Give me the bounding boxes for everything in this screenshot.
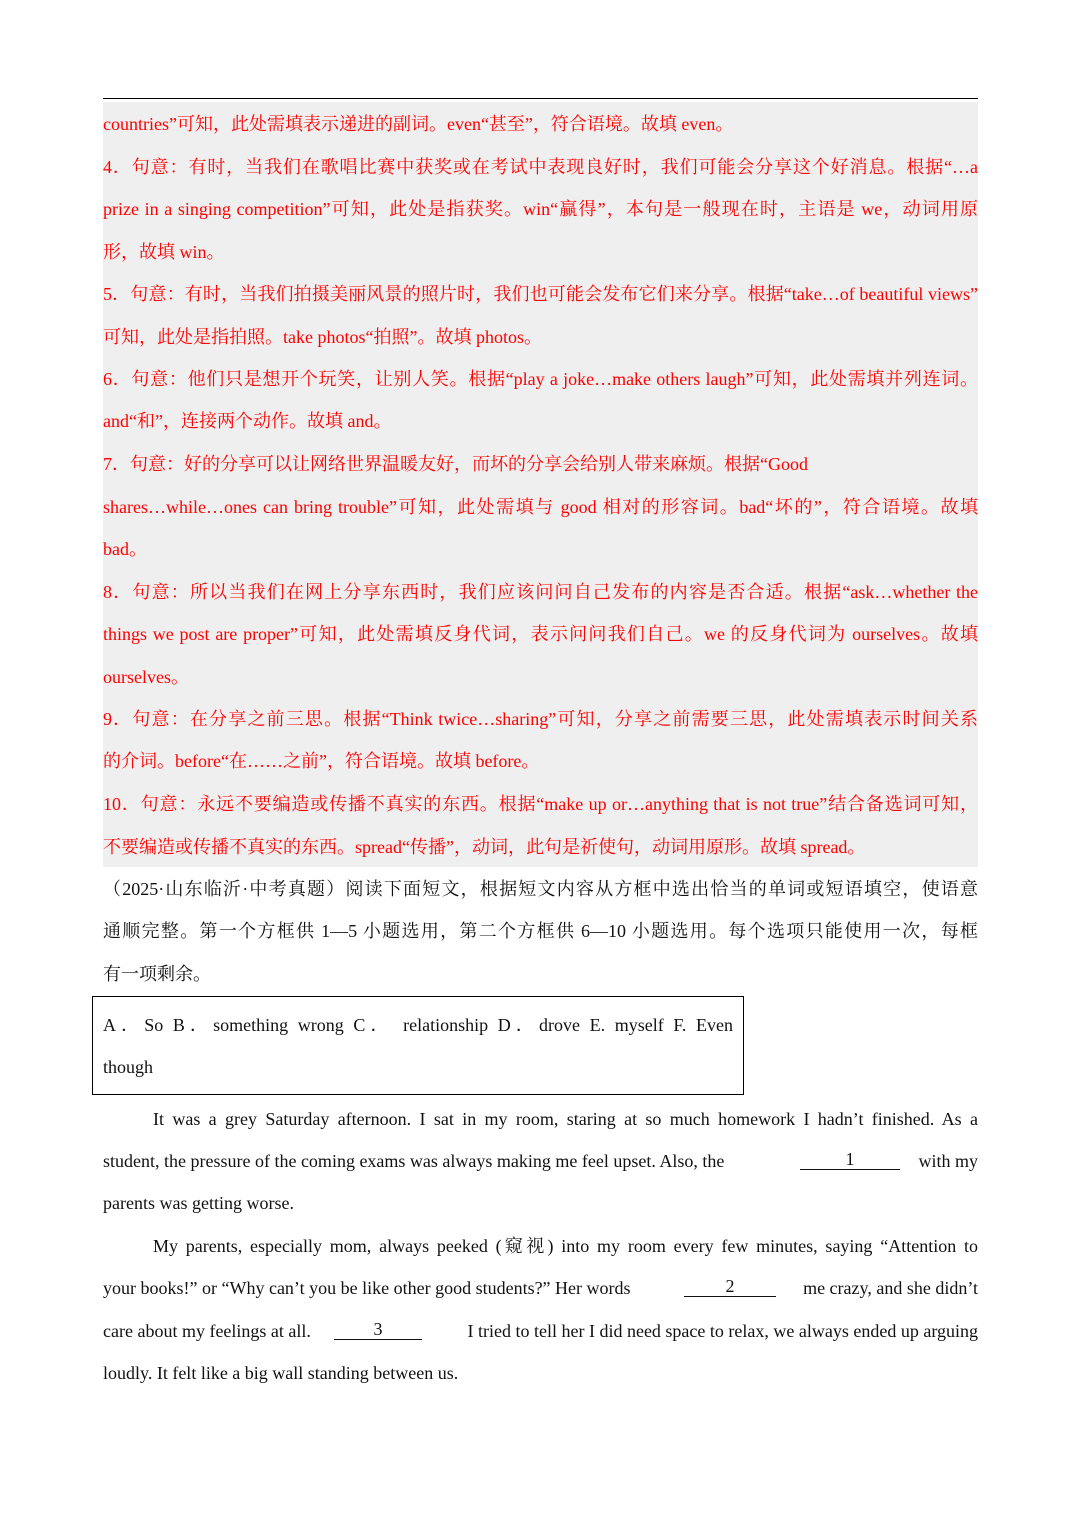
answer-line: 6．句意：他们只是想开个玩笑，让别人笑。根据“play a joke…make others laugh”可知，此处需填并列连词。 — [103, 369, 978, 389]
answer-line: 8．句意：所以当我们在网上分享东西时，我们应该问问自己发布的内容是否合适。根据“ask…whether the — [103, 582, 978, 602]
options-line: though — [103, 1057, 154, 1077]
answer-line: 5．句意：有时，当我们拍摄美丽风景的照片时，我们也可能会发布它们来分享。根据“take…of beautiful views” — [103, 284, 978, 304]
passage-text: care about my feelings at all. — [103, 1321, 311, 1341]
passage-line: It was a grey Saturday afternoon. I sat in my room, staring at so much homework I hadn’t finished. As a — [153, 1109, 978, 1129]
passage-line: My parents, especially mom, always peeked (窥视) into my room every few minutes, saying “Attention to — [153, 1236, 978, 1256]
header-rule — [103, 98, 978, 99]
answer-line: 的介词。before“在……之前”，符合语境。故填 before。 — [103, 751, 540, 771]
blank-3: 3 — [334, 1319, 422, 1340]
answer-line: 不要编造或传播不真实的东西。spread“传播”，动词，此句是祈使句，动词用原形。故填 spread。 — [103, 837, 866, 857]
blank-2: 2 — [684, 1276, 776, 1297]
answer-line: 7．句意：好的分享可以让网络世界温暖友好，而坏的分享会给别人带来麻烦。根据“Good — [103, 454, 808, 474]
answer-line: prize in a singing competition”可知，此处是指获奖。win“赢得”，本句是一般现在时，主语是 we，动词用原 — [103, 199, 978, 219]
instruction-line: （2025·山东临沂·中考真题）阅读下面短文，根据短文内容从方框中选出恰当的单词或短语填空，使语意 — [103, 879, 978, 899]
answer-line: 10．句意：永远不要编造或传播不真实的东西。根据“make up or…anything that is not true”结合备选词可知， — [103, 794, 978, 814]
blank-1: 1 — [800, 1149, 900, 1170]
answer-line: things we post are proper”可知，此处需填反身代词，表示问问我们自己。we 的反身代词为 ourselves。故填 — [103, 624, 978, 644]
passage-line — [103, 1276, 978, 1300]
answer-line: ourselves。 — [103, 667, 189, 687]
answer-line: 可知，此处是指拍照。take photos“拍照”。故填 photos。 — [103, 327, 542, 347]
answer-line: bad。 — [103, 539, 147, 559]
passage-line: loudly. It felt like a big wall standing between us. — [103, 1363, 459, 1383]
instruction-line: 通顺完整。第一个方框供 1—5 小题选用，第二个方框供 6—10 小题选用。每个选项只能使用一次，每框 — [103, 921, 978, 941]
answer-line: shares…while…ones can bring trouble”可知，此处需填与 good 相对的形容词。bad“坏的”，符合语境。故填 — [103, 497, 978, 517]
passage-text: your books!” or “Why can’t you be like other good students?” Her words — [103, 1278, 631, 1298]
answer-line: countries”可知，此处需填表示递进的副词。even“甚至”，符合语境。故填 even。 — [103, 114, 734, 134]
passage-line: parents was getting worse. — [103, 1193, 294, 1213]
answer-line: 4．句意：有时，当我们在歌唱比赛中获奖或在考试中表现良好时，我们可能会分享这个好消息。根据“…a — [103, 157, 978, 177]
answer-line: and“和”，连接两个动作。故填 and。 — [103, 411, 392, 431]
passage-text: me crazy, and she didn’t — [803, 1278, 978, 1298]
instruction-line: 有一项剩余。 — [103, 964, 211, 984]
passage-line — [103, 1319, 978, 1343]
passage-text: student, the pressure of the coming exams was always making me feel upset. Also, the — [103, 1151, 725, 1171]
passage-line — [103, 1149, 978, 1173]
answer-line: 9．句意：在分享之前三思。根据“Think twice…sharing”可知，分享之前需要三思，此处需填表示时间关系 — [103, 709, 978, 729]
answer-line: 形，故填 win。 — [103, 242, 225, 262]
options-line: A．So B．something wrong C． relationship D．drove E. myself F. Even — [103, 1015, 733, 1035]
word-options-box — [92, 996, 744, 1095]
passage-text: I tried to tell her I did need space to relax, we always ended up arguing — [467, 1321, 978, 1341]
passage-text: with my — [918, 1151, 978, 1171]
